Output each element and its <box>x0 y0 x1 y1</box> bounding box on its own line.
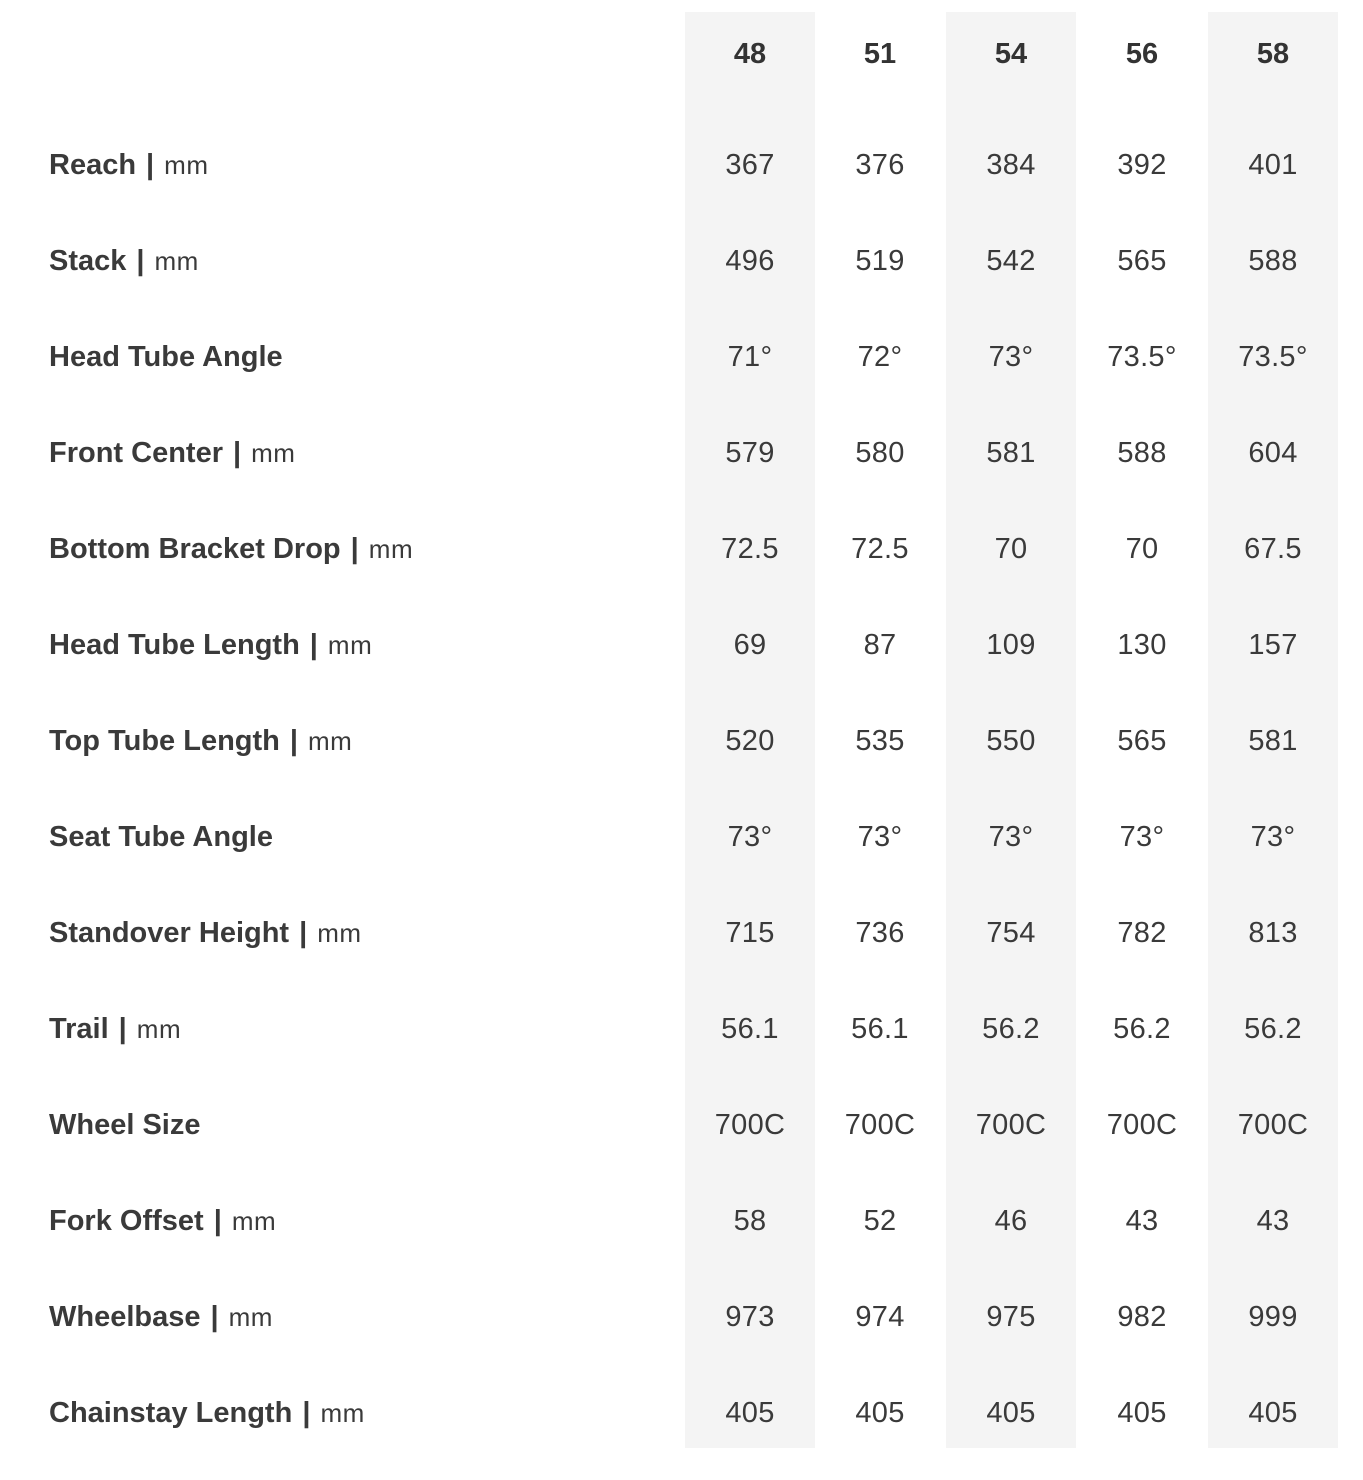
size-header-58: 58 <box>1256 38 1290 70</box>
row-unit: mm <box>317 918 362 948</box>
table-cell: 982 <box>1117 1301 1167 1333</box>
table-cell: 72.5 <box>721 533 779 565</box>
table-cell: 58 <box>733 1205 767 1237</box>
table-cell: 542 <box>986 245 1036 277</box>
table-cell: 43 <box>1256 1205 1290 1237</box>
row-label <box>49 341 283 374</box>
table-row <box>0 1385 1363 1445</box>
table-cell: 72° <box>857 341 903 373</box>
table-cell: 405 <box>725 1397 775 1429</box>
table-cell: 581 <box>986 437 1036 469</box>
table-row <box>0 329 1363 389</box>
size-header-48: 48 <box>733 38 767 70</box>
row-unit: mm <box>327 630 373 660</box>
table-row <box>0 617 1363 677</box>
table-cell: 754 <box>986 917 1036 949</box>
row-label <box>49 1301 273 1334</box>
table-cell: 999 <box>1248 1301 1298 1333</box>
row-name: Chainstay Length <box>49 1397 293 1429</box>
table-cell: 56.2 <box>1113 1013 1171 1045</box>
table-cell: 550 <box>986 725 1036 757</box>
row-label <box>49 533 413 566</box>
row-name: Stack <box>49 245 127 277</box>
row-name: Reach <box>49 149 137 181</box>
table-cell: 73° <box>727 821 773 853</box>
unit-separator: | <box>146 149 155 181</box>
table-cell: 736 <box>855 917 905 949</box>
row-name: Front Center <box>49 437 223 469</box>
table-cell: 71° <box>727 341 773 373</box>
table-row <box>0 905 1363 965</box>
row-label <box>49 1397 365 1430</box>
table-cell: 73° <box>857 821 903 853</box>
table-cell: 519 <box>855 245 905 277</box>
row-name: Fork Offset <box>49 1205 204 1237</box>
row-label <box>49 821 273 854</box>
table-row <box>0 425 1363 485</box>
table-cell: 405 <box>1248 1397 1298 1429</box>
unit-separator: | <box>136 245 145 277</box>
table-cell: 56.1 <box>851 1013 909 1045</box>
table-row <box>0 233 1363 293</box>
table-row <box>0 713 1363 773</box>
row-name: Wheelbase <box>49 1301 201 1333</box>
table-cell: 405 <box>1117 1397 1167 1429</box>
table-cell: 56.2 <box>982 1013 1040 1045</box>
row-label <box>49 245 199 278</box>
table-cell: 700C <box>1237 1109 1309 1141</box>
table-row <box>0 809 1363 869</box>
unit-separator: | <box>210 1301 219 1333</box>
table-cell: 73.5° <box>1238 341 1308 373</box>
row-name: Trail <box>49 1013 109 1045</box>
table-cell: 405 <box>855 1397 905 1429</box>
table-cell: 782 <box>1117 917 1167 949</box>
row-unit: mm <box>154 246 199 276</box>
unit-separator: | <box>299 917 308 949</box>
row-label <box>49 1013 181 1046</box>
table-cell: 715 <box>725 917 775 949</box>
row-unit: mm <box>251 438 296 468</box>
row-label <box>49 629 372 662</box>
table-cell: 565 <box>1117 725 1167 757</box>
unit-separator: | <box>118 1013 127 1045</box>
table-cell: 973 <box>725 1301 775 1333</box>
size-header-56: 56 <box>1125 38 1159 70</box>
table-cell: 813 <box>1248 917 1298 949</box>
table-cell: 73° <box>988 821 1034 853</box>
table-cell: 565 <box>1117 245 1167 277</box>
table-row <box>0 1097 1363 1157</box>
table-cell: 401 <box>1248 149 1298 181</box>
table-cell: 588 <box>1117 437 1167 469</box>
table-cell: 520 <box>725 725 775 757</box>
row-name: Head Tube Angle <box>49 341 283 373</box>
row-name: Head Tube Length <box>49 629 300 661</box>
unit-separator: | <box>350 533 359 565</box>
table-cell: 70 <box>1125 533 1159 565</box>
table-row <box>0 521 1363 581</box>
table-cell: 109 <box>986 629 1036 661</box>
table-cell: 69 <box>733 629 767 661</box>
unit-separator: | <box>302 1397 311 1429</box>
unit-separator: | <box>213 1205 222 1237</box>
row-unit: mm <box>320 1398 365 1428</box>
row-name: Top Tube Length <box>49 725 280 757</box>
row-label <box>49 149 209 182</box>
row-name: Seat Tube Angle <box>49 821 273 853</box>
size-header-54: 54 <box>994 38 1028 70</box>
table-cell: 580 <box>855 437 905 469</box>
row-label <box>49 917 362 950</box>
row-label <box>49 725 352 758</box>
table-row <box>0 137 1363 197</box>
row-unit: mm <box>136 1014 182 1044</box>
table-cell: 405 <box>986 1397 1036 1429</box>
table-cell: 384 <box>986 149 1036 181</box>
table-cell: 87 <box>863 629 897 661</box>
table-cell: 46 <box>994 1205 1028 1237</box>
table-cell: 700C <box>1106 1109 1178 1141</box>
unit-separator: | <box>233 437 242 469</box>
table-cell: 157 <box>1248 629 1298 661</box>
table-cell: 700C <box>714 1109 786 1141</box>
table-cell: 700C <box>975 1109 1047 1141</box>
row-unit: mm <box>368 534 414 564</box>
row-unit: mm <box>228 1302 273 1332</box>
table-cell: 581 <box>1248 725 1298 757</box>
table-cell: 56.2 <box>1244 1013 1302 1045</box>
table-cell: 367 <box>725 149 775 181</box>
table-cell: 43 <box>1125 1205 1159 1237</box>
table-cell: 975 <box>986 1301 1036 1333</box>
row-label <box>49 437 295 470</box>
table-row <box>0 1193 1363 1253</box>
table-cell: 700C <box>844 1109 916 1141</box>
table-cell: 130 <box>1117 629 1167 661</box>
table-row <box>0 1001 1363 1061</box>
table-cell: 73° <box>1119 821 1165 853</box>
size-header-51: 51 <box>863 38 897 70</box>
table-cell: 604 <box>1248 437 1298 469</box>
table-cell: 535 <box>855 725 905 757</box>
unit-separator: | <box>309 629 318 661</box>
table-cell: 67.5 <box>1244 533 1302 565</box>
row-unit: mm <box>308 726 353 756</box>
row-name: Bottom Bracket Drop <box>49 533 341 565</box>
unit-separator: | <box>289 725 298 757</box>
table-cell: 376 <box>855 149 905 181</box>
table-cell: 70 <box>994 533 1028 565</box>
table-row <box>0 1289 1363 1349</box>
row-label <box>49 1109 201 1142</box>
table-cell: 73.5° <box>1107 341 1177 373</box>
row-name: Standover Height <box>49 917 290 949</box>
row-label <box>49 1205 276 1238</box>
table-cell: 72.5 <box>851 533 909 565</box>
row-unit: mm <box>231 1206 277 1236</box>
table-cell: 56.1 <box>721 1013 779 1045</box>
row-unit: mm <box>164 150 209 180</box>
table-cell: 73° <box>988 341 1034 373</box>
table-cell: 52 <box>863 1205 897 1237</box>
table-cell: 73° <box>1250 821 1296 853</box>
table-cell: 392 <box>1117 149 1167 181</box>
row-name: Wheel Size <box>49 1109 201 1141</box>
table-cell: 588 <box>1248 245 1298 277</box>
table-cell: 579 <box>725 437 775 469</box>
table-cell: 974 <box>855 1301 905 1333</box>
table-cell: 496 <box>725 245 775 277</box>
